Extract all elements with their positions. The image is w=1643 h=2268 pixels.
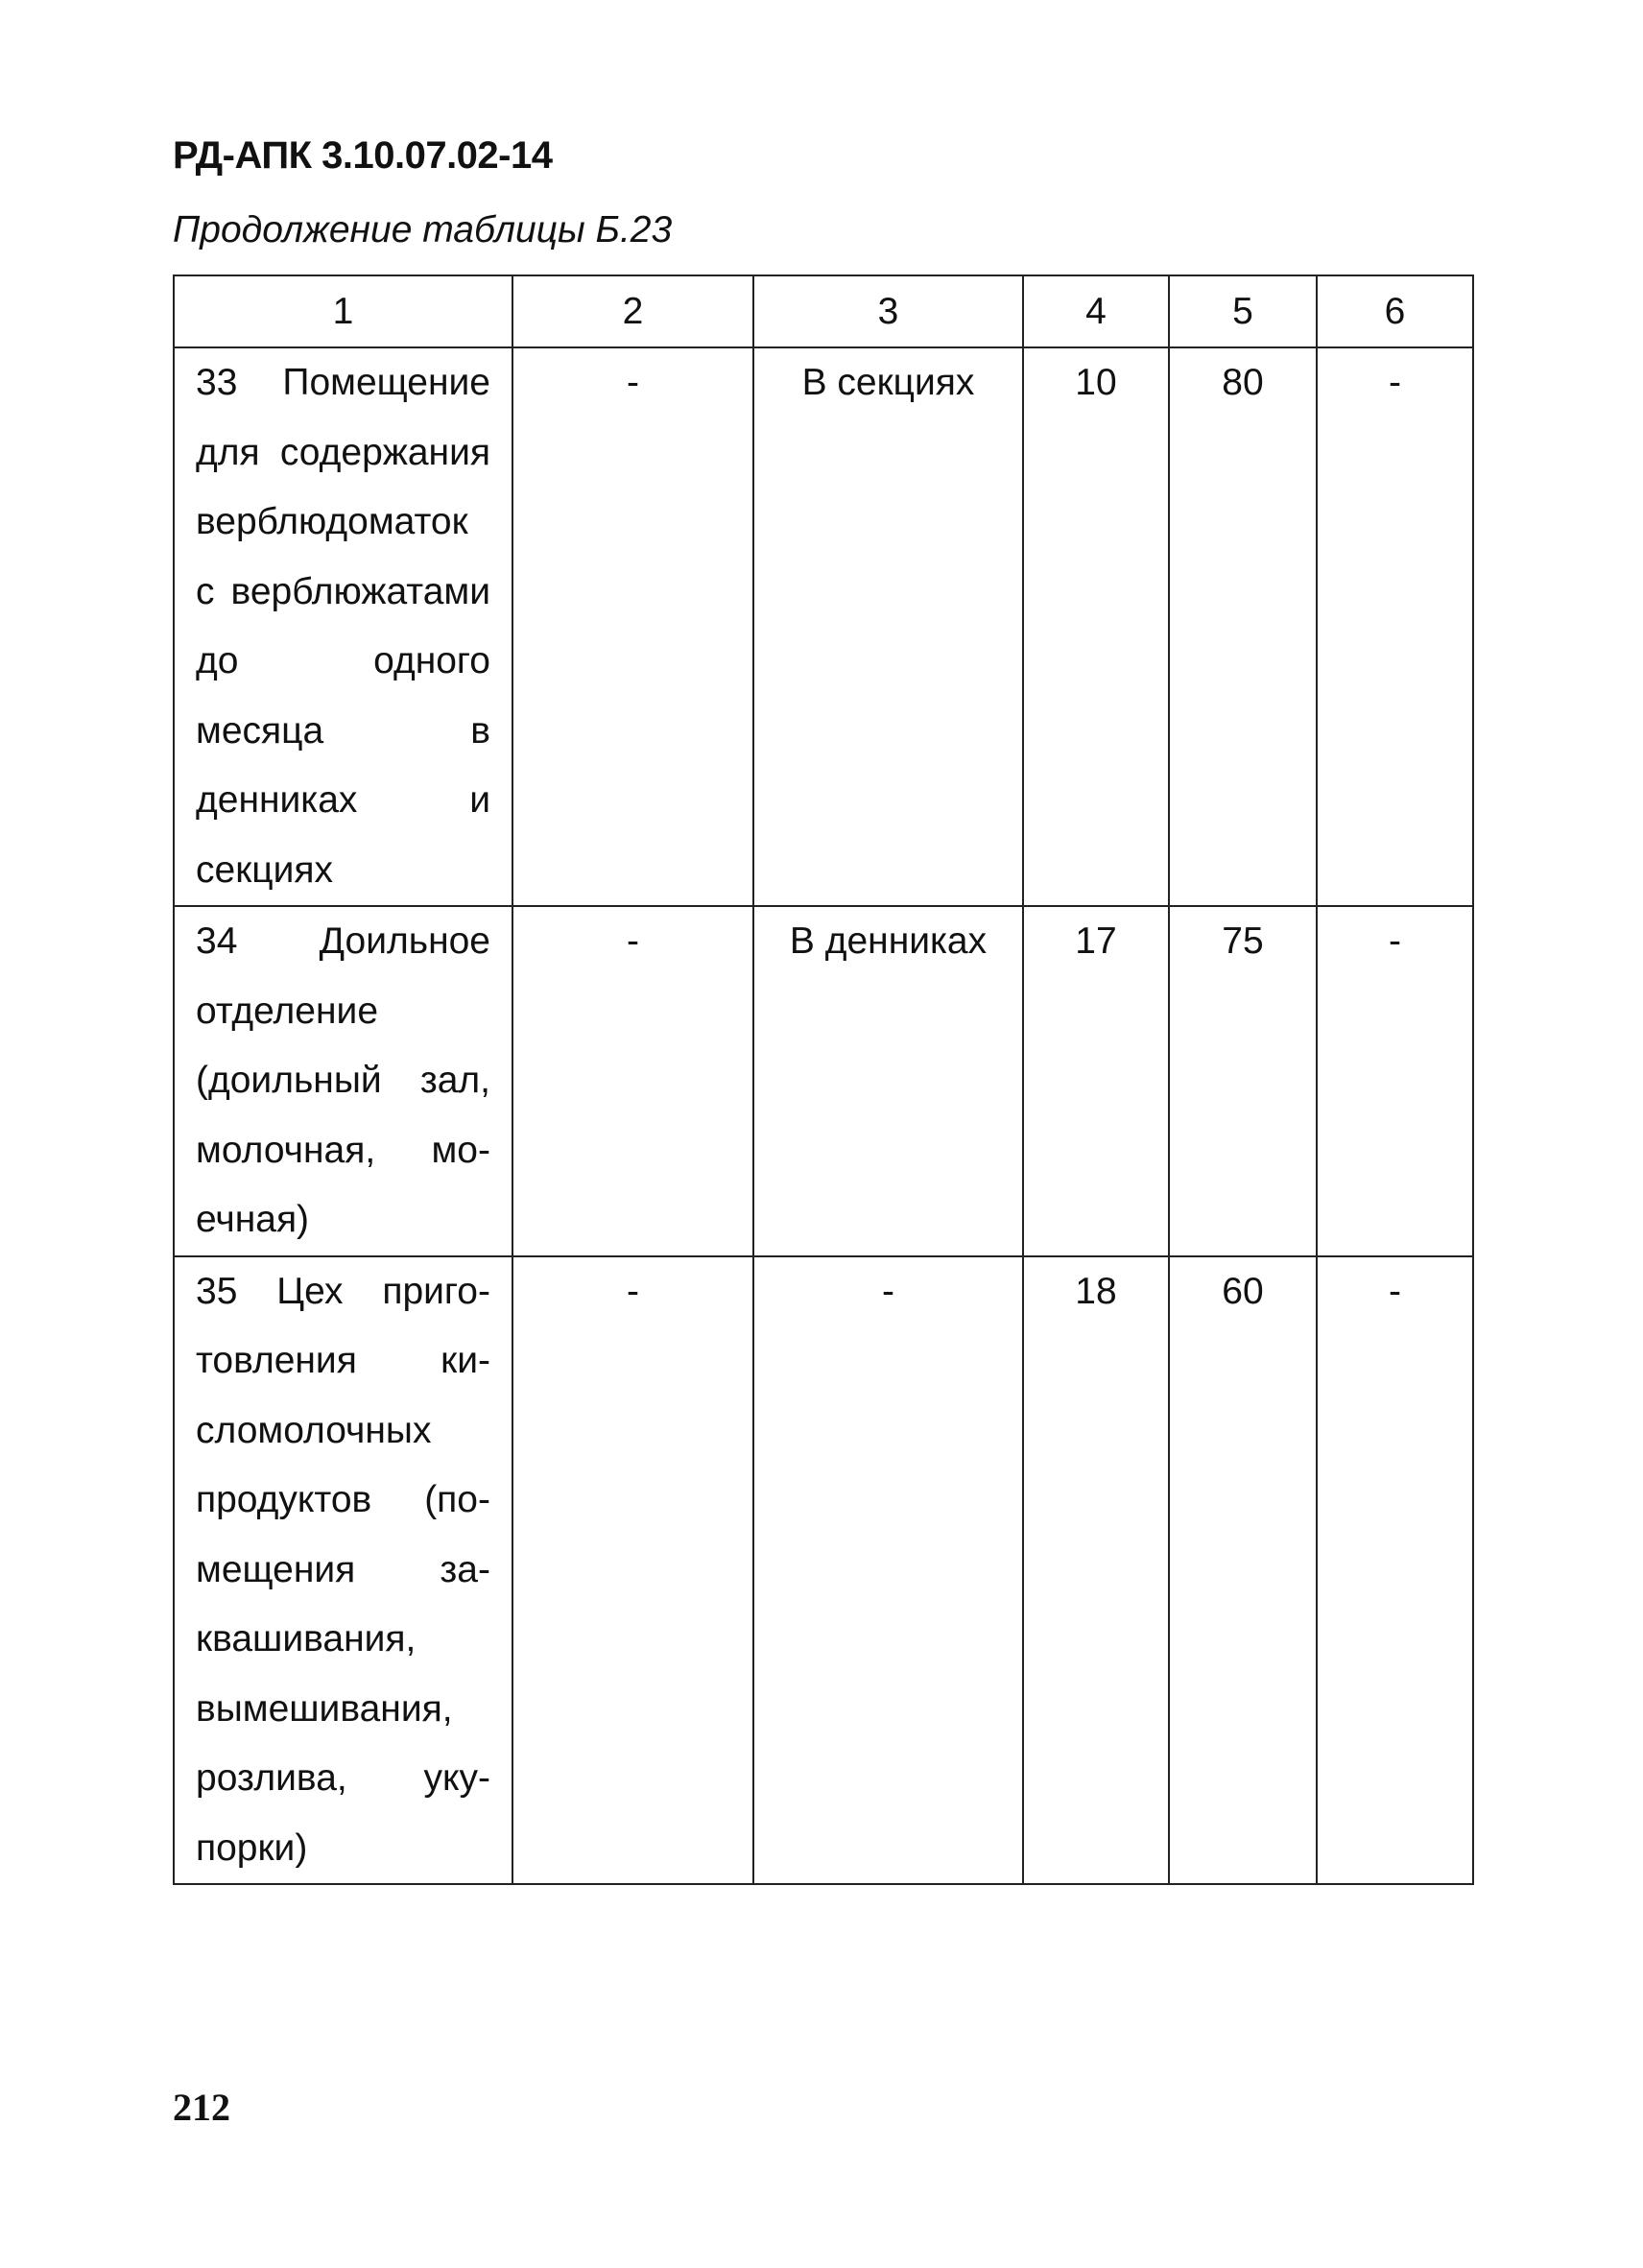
cell-col4: 18 <box>1023 1256 1169 1885</box>
room-name-cell: 35 Цех приготовления кисломолочных продуктов (помещения заквашивания, вымешивания, розлива, укупорки) <box>174 1256 512 1885</box>
column-header-3: 3 <box>753 275 1023 347</box>
header-row <box>174 275 1473 347</box>
document-code: РД-АПК 3.10.07.02-14 <box>173 134 553 177</box>
room-name-cell: 34 Доильное отделение (доильный зал, молочная, моечная) <box>174 906 512 1256</box>
cell-col4: 10 <box>1023 347 1169 906</box>
room-name-cell: 33 Помещение для содержания верблюдоматок с верблюжатами до одного месяца в денниках и секциях <box>174 347 512 906</box>
column-header-6: 6 <box>1317 275 1473 347</box>
cell-col6: - <box>1317 1256 1473 1885</box>
table-caption: Продолжение таблицы Б.23 <box>173 209 673 251</box>
table-row <box>174 906 1473 1256</box>
table-container <box>173 275 1472 1885</box>
cell-col2: - <box>512 906 753 1256</box>
column-header-1: 1 <box>174 275 512 347</box>
cell-col4: 17 <box>1023 906 1169 1256</box>
column-header-5: 5 <box>1169 275 1317 347</box>
cell-col3: - <box>753 1256 1023 1885</box>
cell-col5: 80 <box>1169 347 1317 906</box>
cell-col6: - <box>1317 906 1473 1256</box>
data-table <box>173 275 1474 1885</box>
cell-col5: 75 <box>1169 906 1317 1256</box>
page-number: 212 <box>173 2086 230 2129</box>
table-row <box>174 1256 1473 1885</box>
table-row <box>174 347 1473 906</box>
cell-col3: В денниках <box>753 906 1023 1256</box>
table-body <box>174 347 1473 1884</box>
cell-col5: 60 <box>1169 1256 1317 1885</box>
table-header <box>174 275 1473 347</box>
cell-col6: - <box>1317 347 1473 906</box>
cell-col3: В секциях <box>753 347 1023 906</box>
column-header-2: 2 <box>512 275 753 347</box>
cell-col2: - <box>512 347 753 906</box>
cell-col2: - <box>512 1256 753 1885</box>
column-header-4: 4 <box>1023 275 1169 347</box>
